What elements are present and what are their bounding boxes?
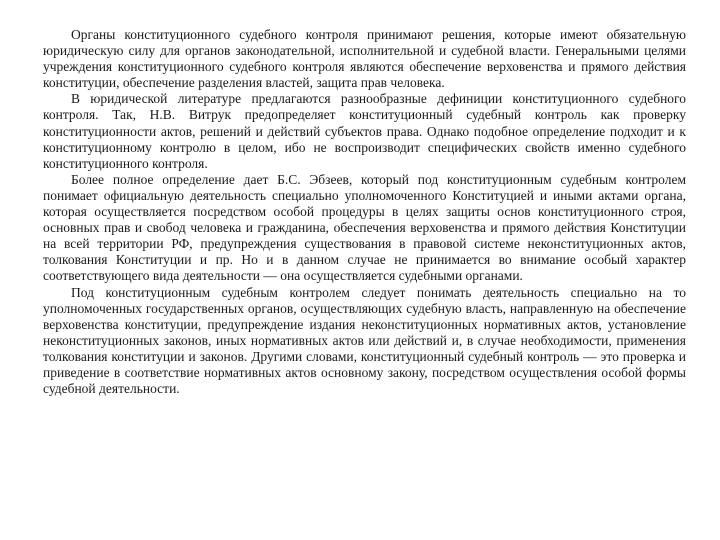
paragraph-3: Более полное определение дает Б.С. Эбзеев, который под конституционным судебным контролем понимает официальную деятельность специально уполномоченного Конституцией и иными актами органа, которая осуществляется посредством особой процедуры в целях защиты основ конституционного строя, основных прав и свобод человека и гражданина, обеспечения верховенства и прямого действия Конституции на всей территории РФ, предупреждения существования в правовой системе неконституционных актов, толкования Конституции и пр. Но и в данном случае не принимается во внимание особый характер соответствующего вида деятельности — она осуществляется судебными органами. (43, 171, 686, 284)
paragraph-2: В юридической литературе предлагаются разнообразные дефиниции конституционного судебного контроля. Так, Н.В. Витрук предопределяет конституционный судебный контроль как проверку конституционности актов, решений и действий субъектов права. Однако подобное определение подходит и к конституционному контролю в целом, ибо не воспроизводит специфических свойств именно судебного конституционного контроля. (43, 91, 686, 171)
paragraph-4: Под конституционным судебным контролем следует понимать деятельность специально на то уполномоченных государственных органов, осуществляющих судебную власть, направленную на обеспечение верховенства конституции, предупреждение издания неконституционных нормативных актов, установление неконституционных законов, иных нормативных актов или действий и, в случае необходимости, применения толкования конституции и законов. Другими словами, конституционный судебный контроль — это проверка и приведение в соответствие нормативных актов основному закону, посредством осуществления особой формы судебной деятельности. (43, 284, 686, 397)
paragraph-1: Органы конституционного судебного контроля принимают решения, которые имеют обязательную юридическую силу для органов законодательной, исполнительной и судебной власти. Генеральными целями учреждения конституционного судебного контроля являются обеспечение верховенства и прямого действия конституции, обеспечение разделения властей, защита прав человека. (43, 27, 686, 91)
document-body (43, 27, 686, 397)
